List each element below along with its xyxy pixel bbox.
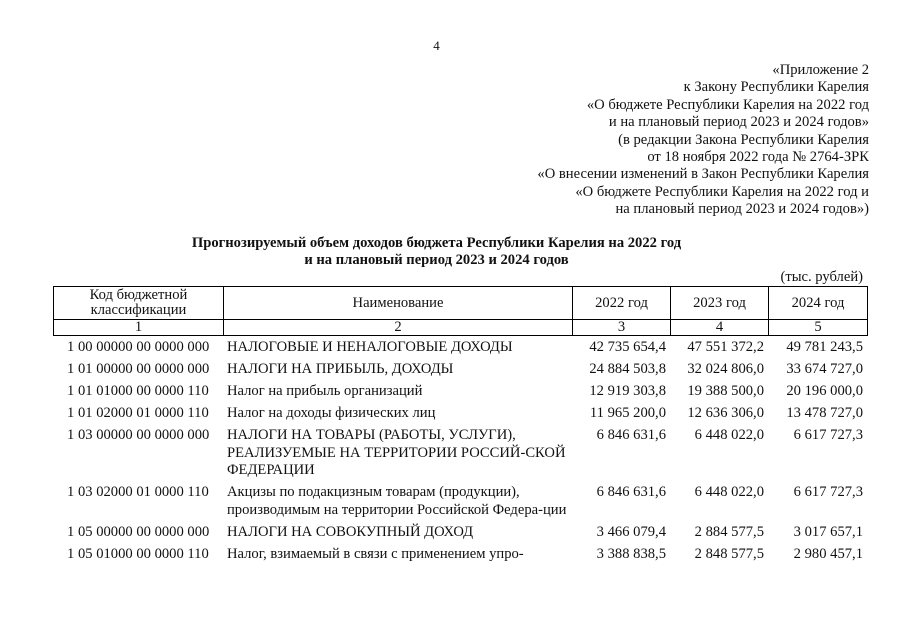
row-value-2022: 6 846 631,6 bbox=[596, 484, 666, 500]
appendix-line: «О бюджете Республики Карелия на 2022 год и bbox=[575, 183, 869, 200]
header-2024: 2024 год bbox=[769, 287, 868, 320]
row-value-2022: 24 884 503,8 bbox=[589, 361, 666, 377]
row-value-2024: 6 617 727,3 bbox=[793, 427, 863, 443]
row-value-2024: 3 017 657,1 bbox=[793, 523, 863, 540]
row-name: НАЛОГИ НА СОВОКУПНЫЙ ДОХОД bbox=[227, 523, 474, 540]
header-2022: 2022 год bbox=[573, 287, 671, 320]
page-number: 4 bbox=[433, 38, 440, 53]
row-value-2024: 20 196 000,0 bbox=[786, 383, 863, 399]
row-value-2022: 12 919 303,8 bbox=[589, 383, 666, 399]
row-code: 1 05 00000 00 0000 000 bbox=[67, 523, 210, 540]
appendix-line: и на плановый период 2023 и 2024 годов» bbox=[608, 114, 869, 131]
row-value-2023: 6 448 022,0 bbox=[694, 484, 764, 500]
row-value-2024: 6 617 727,3 bbox=[793, 484, 863, 500]
appendix-line: «О внесении изменений в Закон Республики Карелия bbox=[537, 166, 869, 183]
table-row bbox=[53, 524, 867, 546]
table-row bbox=[53, 427, 867, 484]
column-number-row bbox=[54, 320, 868, 336]
table-row bbox=[53, 339, 867, 361]
row-value-2024: 13 478 727,0 bbox=[786, 405, 863, 421]
appendix-note bbox=[537, 62, 869, 219]
table-row bbox=[53, 405, 867, 427]
row-value-2022: 6 846 631,6 bbox=[596, 427, 666, 443]
appendix-line: (в редакции Закона Республики Карелия bbox=[618, 131, 869, 148]
row-name: Налог на прибыль организаций bbox=[227, 383, 423, 399]
header-code: Код бюджетной классификации bbox=[54, 287, 224, 320]
revenue-table bbox=[53, 339, 867, 568]
appendix-line: от 18 ноября 2022 года № 2764-ЗРК bbox=[647, 149, 869, 166]
title-line-2: и на плановый период 2023 и 2024 годов bbox=[304, 252, 569, 269]
title-line-1: Прогнозируемый объем доходов бюджета Республики Карелия на 2022 год bbox=[191, 235, 682, 251]
units-label: (тыс. рублей) bbox=[780, 269, 863, 285]
appendix-line: на плановый период 2023 и 2024 годов») bbox=[615, 201, 869, 218]
row-value-2023: 6 448 022,0 bbox=[694, 427, 764, 443]
table-row bbox=[53, 383, 867, 405]
column-number: 1 bbox=[54, 320, 224, 336]
appendix-line: «О бюджете Республики Карелия на 2022 год bbox=[586, 96, 869, 113]
row-code: 1 03 00000 00 0000 000 bbox=[67, 427, 210, 443]
row-value-2022: 11 965 200,0 bbox=[589, 405, 666, 421]
row-value-2024: 2 980 457,1 bbox=[793, 545, 863, 562]
row-value-2022: 42 735 654,4 bbox=[589, 339, 666, 355]
table-header bbox=[53, 286, 868, 336]
row-code: 1 01 02000 01 0000 110 bbox=[67, 405, 209, 421]
row-code: 1 01 01000 00 0000 110 bbox=[67, 383, 209, 399]
row-value-2023: 19 388 500,0 bbox=[687, 383, 764, 399]
table-row bbox=[53, 546, 867, 568]
row-value-2022: 3 388 838,5 bbox=[596, 545, 666, 562]
column-number: 5 bbox=[769, 320, 868, 336]
row-value-2022: 3 466 079,4 bbox=[596, 523, 666, 540]
row-code: 1 03 02000 01 0000 110 bbox=[67, 484, 209, 500]
appendix-line: к Закону Республики Карелия bbox=[683, 79, 869, 96]
row-name: Акцизы по подакцизным товарам (продукции), производимым на территории Российской Федера-ции bbox=[227, 484, 567, 518]
row-value-2023: 2 848 577,5 bbox=[694, 545, 764, 562]
row-value-2023: 32 024 806,0 bbox=[687, 361, 764, 377]
row-value-2023: 2 884 577,5 bbox=[694, 523, 764, 540]
header-2023: 2023 год bbox=[671, 287, 769, 320]
row-value-2024: 49 781 243,5 bbox=[786, 339, 863, 355]
column-number: 4 bbox=[671, 320, 769, 336]
row-value-2023: 47 551 372,2 bbox=[687, 339, 764, 355]
row-name: Налог на доходы физических лиц bbox=[227, 405, 436, 421]
row-value-2024: 33 674 727,0 bbox=[786, 361, 863, 377]
row-code: 1 05 01000 00 0000 110 bbox=[67, 545, 209, 562]
row-name: НАЛОГИ НА ПРИБЫЛЬ, ДОХОДЫ bbox=[227, 361, 454, 377]
row-code: 1 00 00000 00 0000 000 bbox=[67, 339, 210, 355]
row-value-2023: 12 636 306,0 bbox=[687, 405, 764, 421]
row-name: Налог, взимаемый в связи с применением упро- bbox=[227, 545, 524, 562]
row-code: 1 01 00000 00 0000 000 bbox=[67, 361, 210, 377]
column-number: 2 bbox=[224, 320, 573, 336]
header-name: Наименование bbox=[224, 287, 573, 320]
header-row bbox=[54, 287, 868, 320]
document-title bbox=[0, 235, 873, 270]
row-name: НАЛОГОВЫЕ И НЕНАЛОГОВЫЕ ДОХОДЫ bbox=[227, 339, 513, 355]
table-row bbox=[53, 361, 867, 383]
row-name: НАЛОГИ НА ТОВАРЫ (РАБОТЫ, УСЛУГИ), РЕАЛИЗУЕМЫЕ НА ТЕРРИТОРИИ РОССИЙ-СКОЙ ФЕДЕРАЦИИ bbox=[227, 427, 566, 478]
column-number: 3 bbox=[573, 320, 671, 336]
appendix-line: «Приложение 2 bbox=[772, 62, 869, 78]
table-row bbox=[53, 484, 867, 524]
